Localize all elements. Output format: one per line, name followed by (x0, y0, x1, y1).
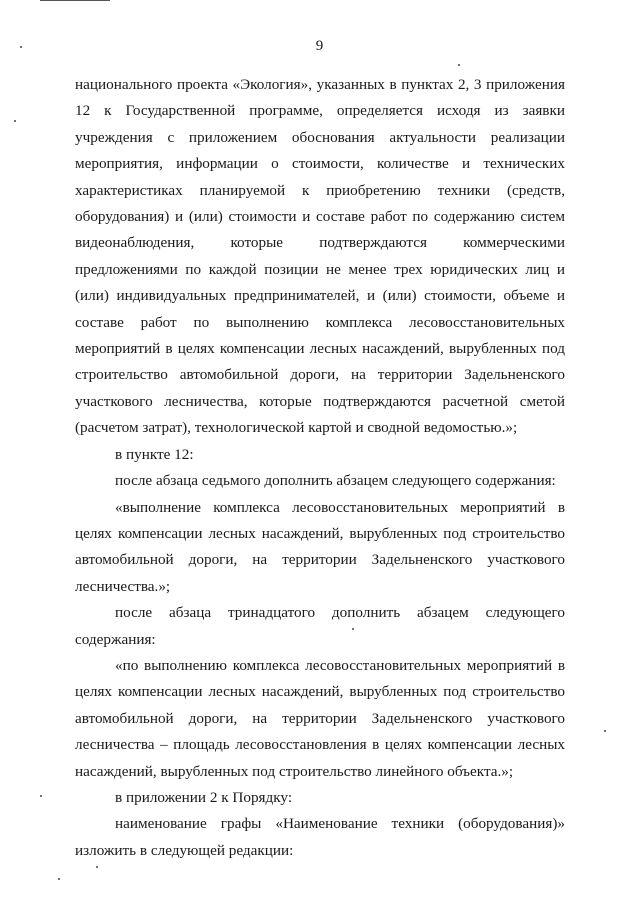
paragraph-quote-1: «выполнение комплекса лесовосстановительных мероприятий в целях компенсации лесных насаждений, вырубленных под строительство автомобильной дороги, на территории Задельненского участкового лесничества.»; (75, 498, 565, 595)
scan-speck (604, 730, 606, 732)
paragraph-appendix-2: в приложении 2 к Порядку: (115, 788, 293, 806)
scan-edge-mark (40, 0, 110, 1)
page-number: 9 (315, 38, 324, 54)
scan-speck (96, 866, 98, 868)
paragraph-after-thirteenth: после абзаца тринадцатого дополнить абзацем следующего содержания: (75, 604, 565, 648)
scan-speck (352, 628, 354, 630)
document-body (75, 72, 565, 864)
scan-speck (58, 878, 60, 880)
scan-speck (20, 46, 22, 48)
paragraph-quote-2: «по выполнению комплекса лесовосстановительных мероприятий в целях компенсации лесных насаждений, вырубленных под строительство автомобильной дороги, на территории Задельненского участкового лесничества – площадь лесовосстановления в целях компенсации лесных насаждений, вырубленных под строительство линейного объекта.»; (75, 656, 565, 780)
scan-speck (14, 120, 16, 122)
scan-speck (40, 795, 42, 797)
scan-speck (458, 64, 460, 66)
paragraph-point-12: в пункте 12: (115, 445, 194, 463)
paragraph-column-name: наименование графы «Наименование техники (оборудования)» изложить в следующей редакции: (75, 815, 565, 859)
paragraph-after-seventh: после абзаца седьмого дополнить абзацем следующего содержания: (115, 472, 556, 490)
paragraph-continuation: национального проекта «Экология», указанных в пунктах 2, 3 приложения 12 к Государственной программе, определяется исходя из заявки учреждения с приложением обоснования актуальности реализации мероприятия, информации о стоимости, количестве и технических характеристиках планируемой к приобретению техники (средств, оборудования) и (или) стоимости и составе работ по содержанию систем видеонаблюдения, которые подтверждаются коммерческими предложениями по каждой позиции не менее трех юридических лиц и (или) индивидуальных предпринимателей, и (или) стоимости, объеме и составе работ по выполнению комплекса лесовосстановительных мероприятий в целях компенсации лесных насаждений, вырубленных под строительство автомобильной дороги, на территории Задельненского участкового лесничества, которые подтверждаются расчетной сметой (расчетом затрат), технологической картой и сводной ведомостью.»; (75, 76, 565, 437)
